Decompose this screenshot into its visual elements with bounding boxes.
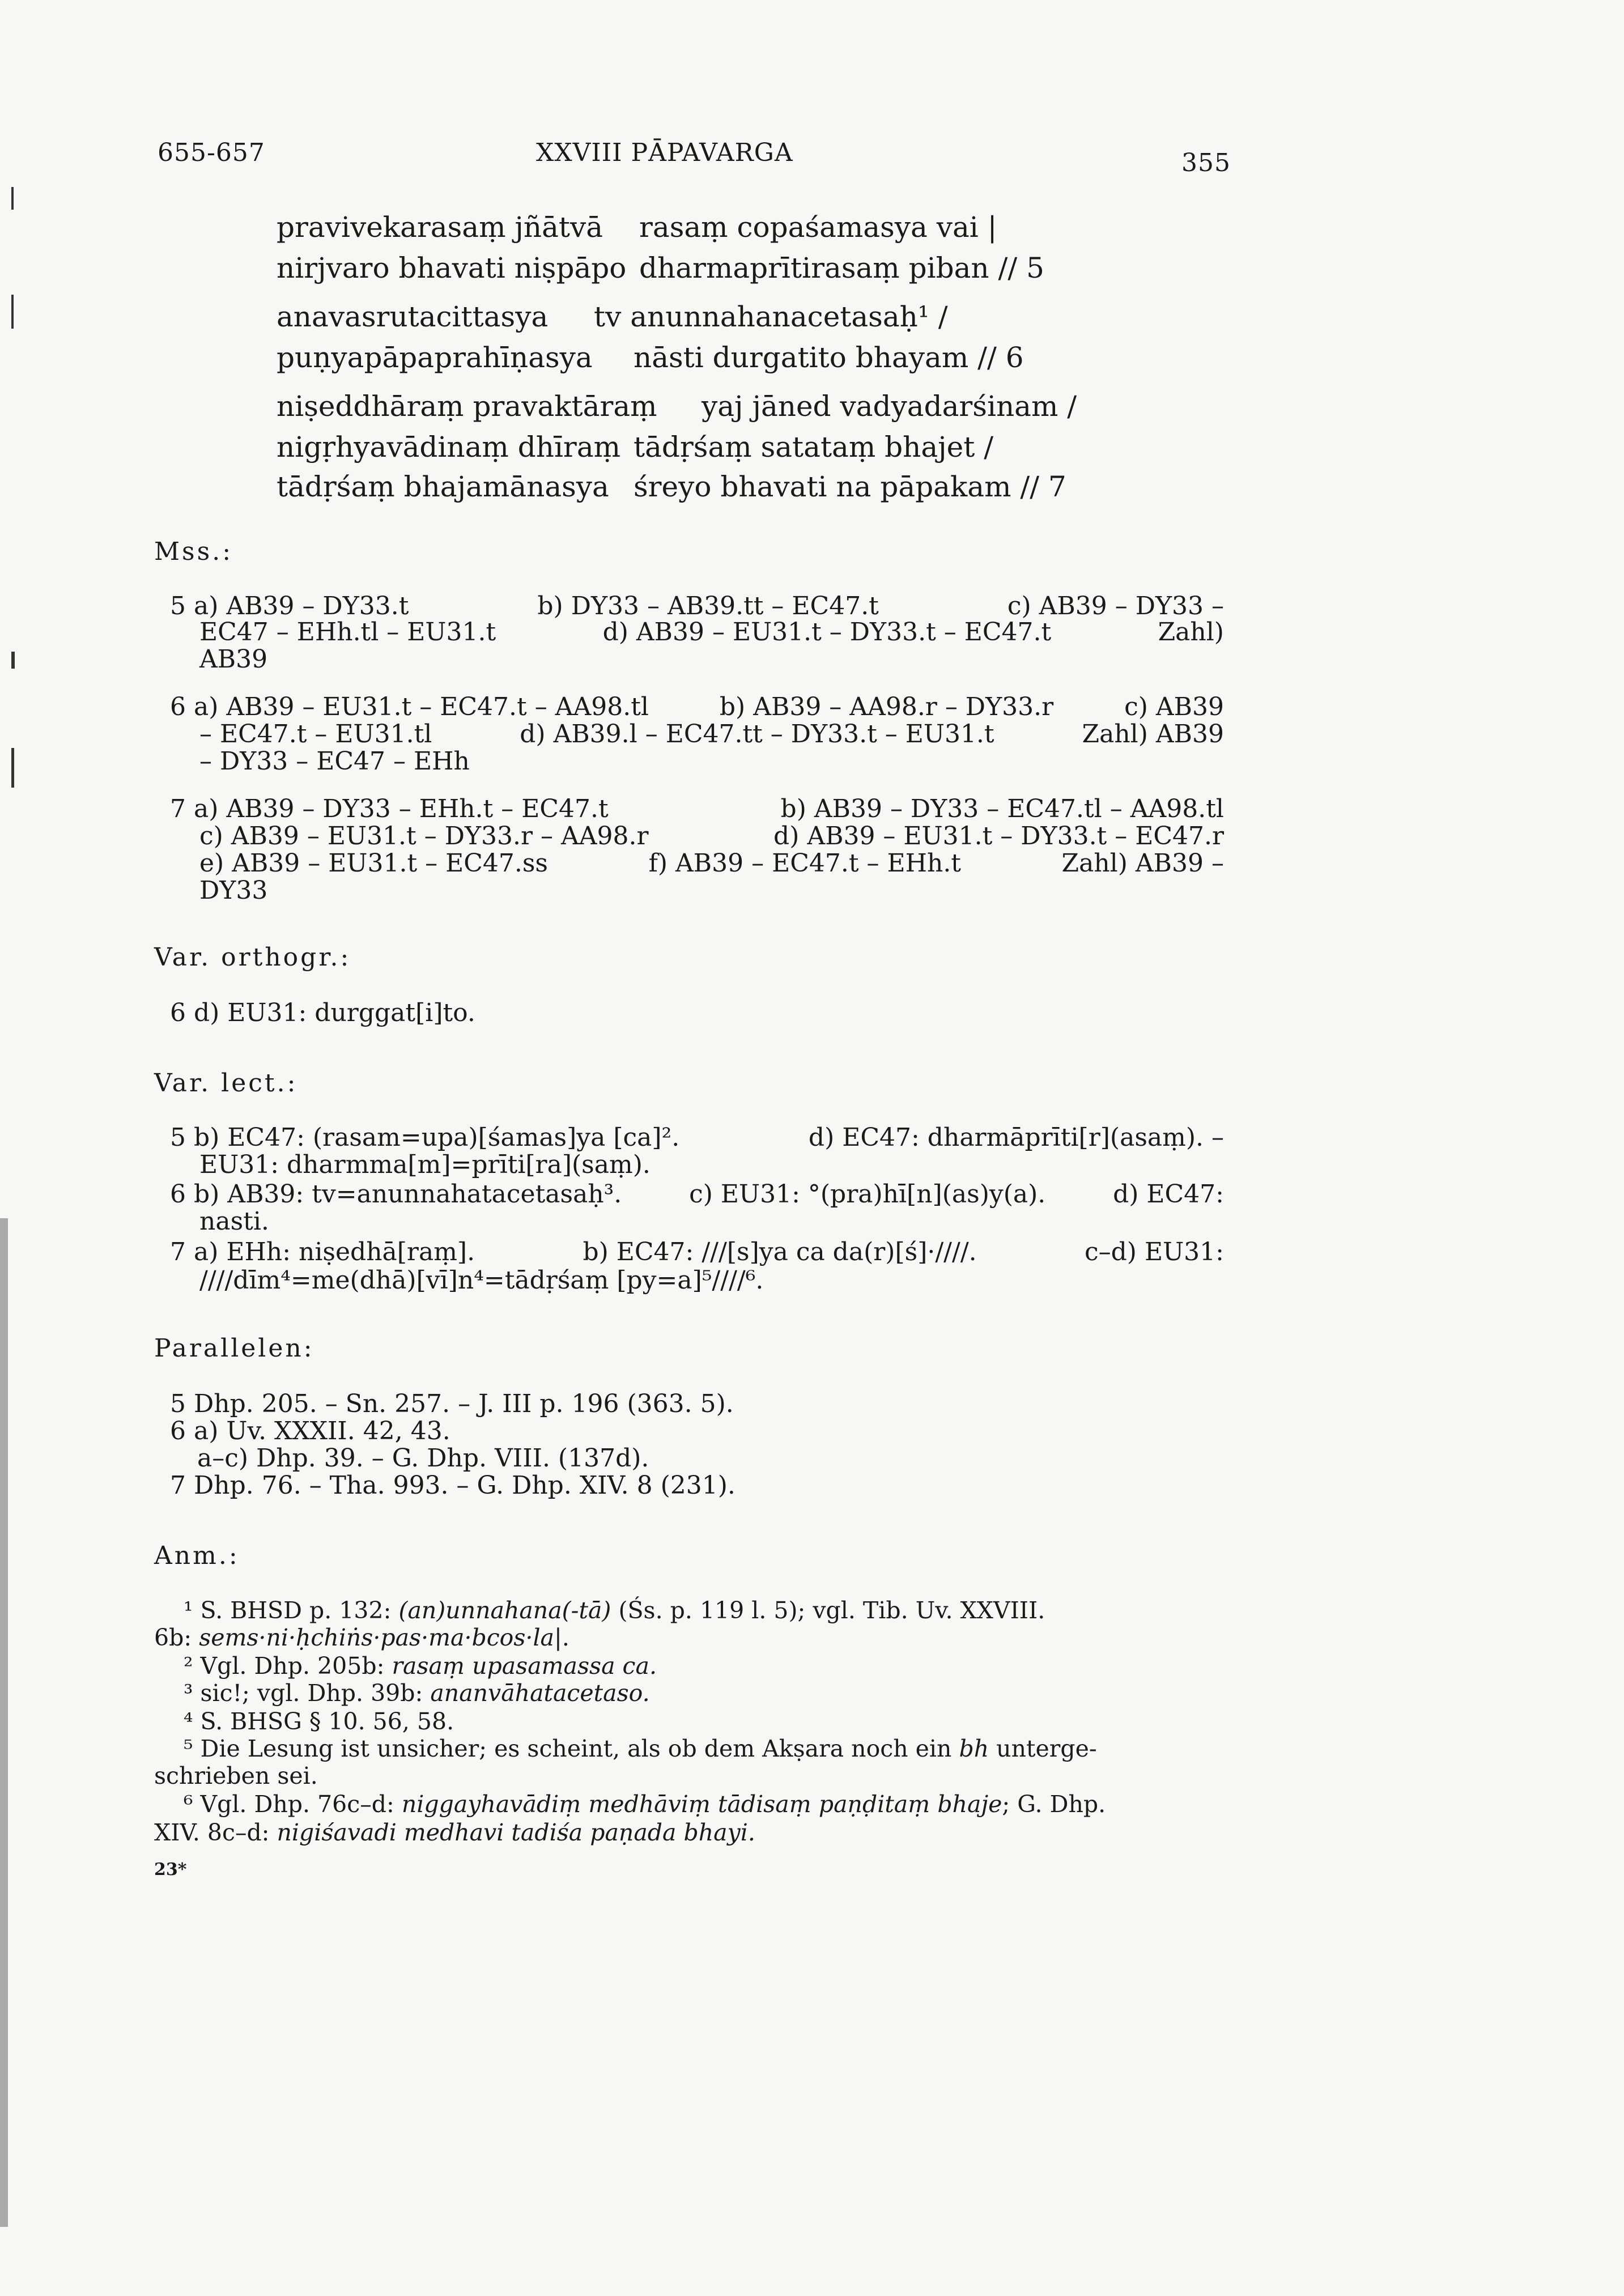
var-lect-entry: d) EC47: (1113, 1180, 1224, 1209)
mss-v5-line (170, 592, 1224, 620)
mss-entry: e) AB39 – EU31.t – EC47.ss (199, 849, 549, 878)
mss-v6-cont: – DY33 – EC47 – EHh (199, 747, 470, 776)
var-orthogr-heading: Var. orthogr.: (154, 943, 351, 972)
verse-line-a: tādṛśaṃ bhajamānasya (277, 470, 609, 503)
mss-v7-cont: DY33 (199, 876, 268, 905)
verse-line-a: anavasrutacittasya (277, 300, 549, 333)
mss-entry: Zahl) AB39 – (1061, 849, 1224, 878)
mss-entry: 7 a) AB39 – DY33 – EHh.t – EC47.t (170, 794, 609, 823)
mss-entry: d) AB39 – EU31.t – DY33.t – EC47.r (773, 822, 1224, 851)
mss-entry: 5 a) AB39 – DY33.t (170, 592, 409, 620)
var-lect-cont: nasti. (199, 1207, 269, 1236)
mss-v5-line (199, 618, 1224, 647)
mss-entry: f) AB39 – EC47.t – EHh.t (648, 849, 961, 878)
chapter-title: XXVIII PĀPAVARGA (536, 138, 793, 167)
verse-line-a: puṇyapāpaprahīṇasya (277, 341, 593, 374)
var-lect-entry: c–d) EU31: (1085, 1238, 1224, 1266)
parallel-entry: 6 a) Uv. XXXII. 42, 43. (170, 1417, 450, 1445)
mss-entry: c) AB39 – DY33 – (1007, 592, 1224, 620)
var-orthogr-entry: 6 d) EU31: durggat[i]to. (170, 998, 475, 1027)
mss-entry: c) AB39 (1124, 692, 1224, 721)
footnote-5-cont: schrieben sei. (154, 1762, 318, 1789)
printer-signature: 23* (154, 1860, 187, 1880)
mss-entry: b) AB39 – AA98.r – DY33.r (719, 692, 1054, 721)
page-number: 355 (1181, 148, 1231, 177)
verse-line-b: dharmaprītirasaṃ piban // 5 (639, 252, 1044, 284)
scan-edge-mark (11, 748, 14, 788)
parallel-entry: 7 Dhp. 76. – Tha. 993. – G. Dhp. XIV. 8 (231). (170, 1471, 736, 1500)
scan-edge-mark (11, 652, 15, 669)
var-lect-cont: EU31: dharmma[m]=prīti[ra](saṃ). (199, 1150, 651, 1179)
mss-entry: c) AB39 – EU31.t – DY33.r – AA98.r (199, 822, 649, 851)
verse-line-a: pravivekarasaṃ jñātvā (277, 211, 603, 244)
verse-line-a: nirjvaro bhavati niṣpāpo (277, 252, 627, 284)
verse-line-b: rasaṃ copaśamasya vai | (639, 211, 997, 244)
mss-v6-line (170, 692, 1224, 721)
footnote-6: ⁶ Vgl. Dhp. 76c–d: niggayhavādiṃ medhāviṃ tādisaṃ paṇḍitaṃ bhaje; G. Dhp. (184, 1791, 1106, 1818)
var-lect-entry: d) EC47: dharmāprīti[r](asaṃ). – (808, 1123, 1224, 1152)
mss-entry: b) AB39 – DY33 – EC47.tl – AA98.tl (780, 794, 1224, 823)
mss-v6-line (199, 720, 1224, 749)
mss-v7-line (170, 794, 1224, 823)
mss-entry: d) AB39 – EU31.t – DY33.t – EC47.t (602, 618, 1052, 647)
var-lect-entry: 5 b) EC47: (rasam=upa)[śamas]ya [ca]². (170, 1123, 680, 1152)
mss-entry: Zahl) (1158, 618, 1224, 647)
var-lect-entry: c) EU31: °(pra)hī[n](as)y(a). (689, 1180, 1046, 1209)
footnote-3: ³ sic!; vgl. Dhp. 39b: ananvāhatacetaso. (184, 1680, 650, 1707)
footnote-5: ⁵ Die Lesung ist unsicher; es scheint, als ob dem Akṣara noch ein bh unterge- (184, 1735, 1097, 1762)
scan-edge-mark (11, 187, 14, 210)
verse-line-b: nāsti durgatito bhayam // 6 (634, 341, 1024, 374)
footnote-1: ¹ S. BHSD p. 132: (an)unnahana(-tā) (Śs. p. 119 l. 5); vgl. Tib. Uv. XXVIII. (184, 1597, 1045, 1624)
mss-entry: 6 a) AB39 – EU31.t – EC47.t – AA98.tl (170, 692, 649, 721)
mss-v7-line (199, 849, 1224, 878)
verse-line-b: yaj jāned vadyadarśinam / (702, 390, 1077, 423)
parallel-entry: a–c) Dhp. 39. – G. Dhp. VIII. (137d). (197, 1444, 649, 1473)
anm-heading: Anm.: (154, 1541, 240, 1570)
parallel-entry: 5 Dhp. 205. – Sn. 257. – J. III p. 196 (363. 5). (170, 1389, 734, 1418)
verse-line-a: nigṛhyavādinaṃ dhīraṃ (277, 431, 621, 464)
scan-edge-shadow (0, 1218, 8, 2227)
verse-line-b: tv anunnahanacetasaḥ¹ / (594, 300, 948, 333)
footnote-4: ⁴ S. BHSG § 10. 56, 58. (184, 1708, 454, 1735)
var-lect-line (170, 1238, 1224, 1266)
mss-entry: b) DY33 – AB39.tt – EC47.t (537, 592, 879, 620)
page-range: 655-657 (158, 138, 265, 167)
footnote-2: ² Vgl. Dhp. 205b: rasaṃ upasamassa ca. (184, 1652, 657, 1680)
footnote-6-cont: XIV. 8c–d: nigiśavadi medhavi tadiśa paṇada bhayi. (154, 1819, 755, 1846)
var-lect-line (170, 1123, 1224, 1152)
mss-entry: – EC47.t – EU31.tl (199, 720, 432, 749)
verse-line-a: niṣeddhāraṃ pravaktāraṃ (277, 390, 657, 423)
mss-entry: d) AB39.l – EC47.tt – DY33.t – EU31.t (520, 720, 994, 749)
mss-v7-line (199, 822, 1224, 851)
verse-line-b: tādṛśaṃ satataṃ bhajet / (634, 431, 994, 464)
var-lect-line (170, 1180, 1224, 1209)
var-lect-entry: b) EC47: ///[s]ya ca da(r)[ś]·////. (583, 1238, 977, 1266)
mss-entry: EC47 – EHh.tl – EU31.t (199, 618, 496, 647)
mss-v5-cont: AB39 (199, 645, 268, 674)
var-lect-cont: ////dīm⁴=me(dhā)[vī]n⁴=tādṛśaṃ [py=a]⁵////⁶. (199, 1266, 764, 1295)
mss-entry: Zahl) AB39 (1082, 720, 1224, 749)
verse-line-b: śreyo bhavati na pāpakam // 7 (634, 470, 1066, 503)
footnote-1-cont: 6b: sems·ni·ḥchiṅs·pas·ma·bcos·la|. (154, 1624, 569, 1651)
mss-heading: Mss.: (154, 537, 233, 566)
scan-edge-mark (11, 295, 14, 329)
parallelen-heading: Parallelen: (154, 1334, 314, 1363)
var-lect-entry: 6 b) AB39: tv=anunnahatacetasaḥ³. (170, 1180, 622, 1209)
var-lect-heading: Var. lect.: (154, 1069, 298, 1098)
var-lect-entry: 7 a) EHh: niṣedhā[raṃ]. (170, 1238, 475, 1266)
